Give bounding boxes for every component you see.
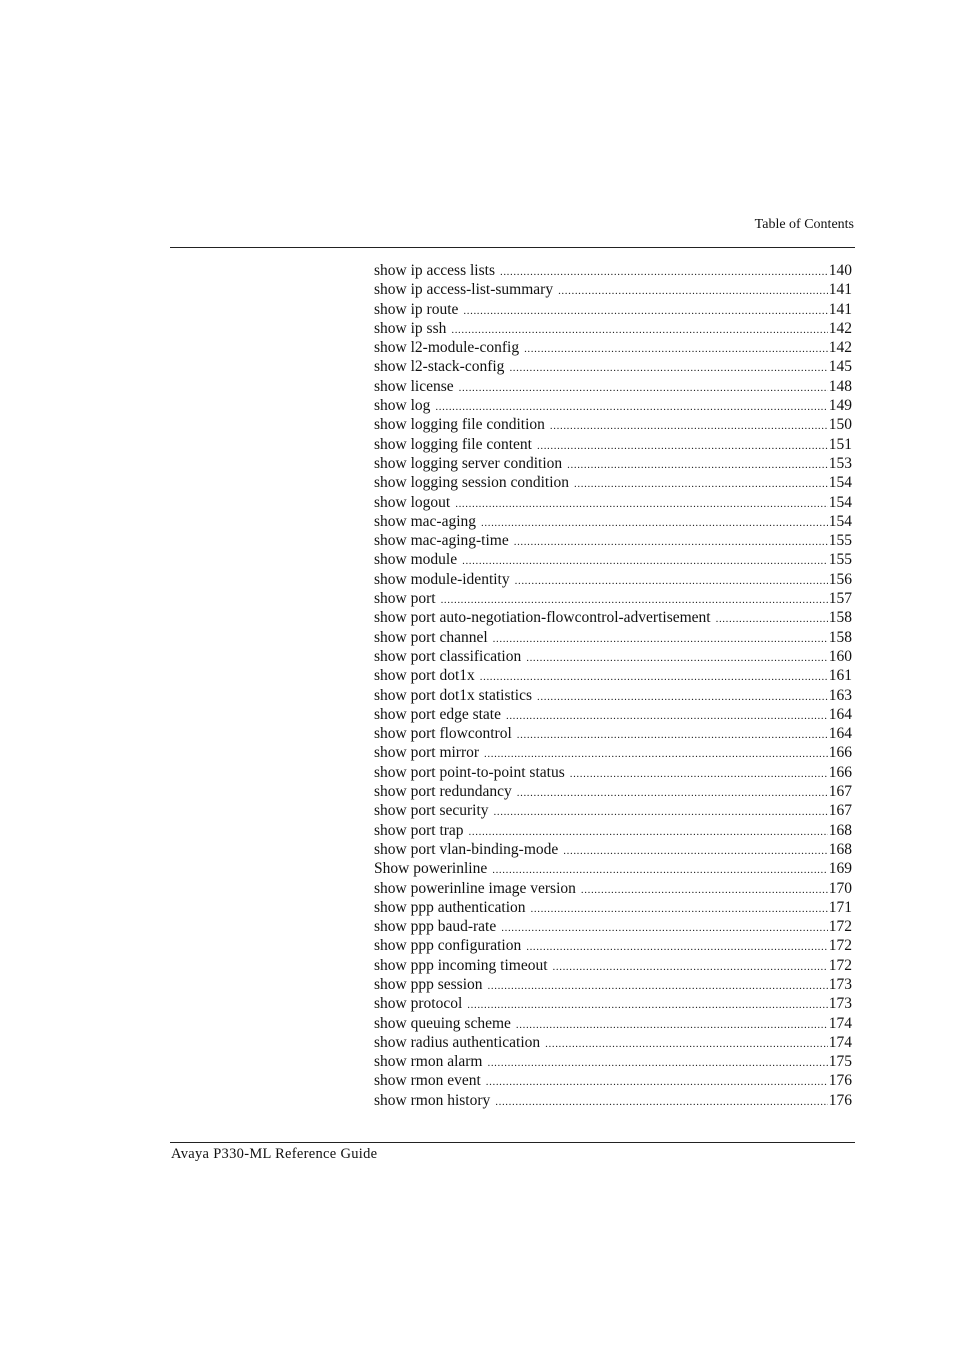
toc-entry[interactable] [374,454,852,473]
toc-dot-leader [486,1073,828,1092]
toc-entry-page-number: 176 [828,1072,852,1090]
toc-dot-leader [509,359,827,378]
toc-entry[interactable] [374,936,852,955]
toc-entry[interactable] [374,821,852,840]
toc-entry-page-number: 148 [828,377,852,395]
toc-entry-page-number: 174 [828,1014,852,1032]
toc-entry[interactable] [374,589,852,608]
toc-entry-page-number: 175 [828,1053,852,1071]
toc-entry[interactable] [374,473,852,492]
toc-entry-page-number: 142 [828,319,852,337]
toc-entry[interactable] [374,1071,852,1090]
toc-entry-label: show l2-module-config [374,339,520,357]
toc-entry[interactable] [374,743,852,762]
toc-entry-page-number: 163 [828,686,852,704]
toc-dot-leader [493,630,828,649]
toc-entry-label: show rmon event [374,1072,481,1090]
toc-entry[interactable] [374,801,852,820]
toc-entry-label: show port trap [374,821,464,839]
toc-dot-leader [581,881,828,900]
toc-entry-label: show logging file content [374,435,532,453]
toc-entry-page-number: 151 [828,435,852,453]
toc-entry-label: show queuing scheme [374,1014,511,1032]
toc-entry-label: show port vlan-binding-mode [374,840,559,858]
toc-entry[interactable] [374,493,852,512]
toc-dot-leader [481,514,828,533]
toc-dot-leader [526,649,828,668]
toc-entry-label: show port [374,590,436,608]
toc-entry-page-number: 164 [828,705,852,723]
toc-entry-page-number: 164 [828,725,852,743]
toc-entry-page-number: 167 [828,783,852,801]
toc-entry-page-number: 172 [828,956,852,974]
toc-entry-label: show ip route [374,300,459,318]
toc-entry-label: show rmon history [374,1091,491,1109]
toc-entry[interactable] [374,628,852,647]
toc-entry[interactable] [374,1014,852,1033]
toc-entry[interactable] [374,357,852,376]
toc-entry-page-number: 168 [828,840,852,858]
toc-entry[interactable] [374,261,852,280]
toc-entry-page-number: 154 [828,493,852,511]
toc-entry[interactable] [374,531,852,550]
toc-entry-page-number: 172 [828,918,852,936]
toc-entry-page-number: 154 [828,512,852,530]
toc-entry[interactable] [374,917,852,936]
toc-dot-leader [495,1093,828,1112]
toc-entry-page-number: 154 [828,474,852,492]
toc-entry-label: show port point-to-point status [374,763,565,781]
toc-entry-label: show port classification [374,647,522,665]
toc-entry[interactable] [374,840,852,859]
toc-entry[interactable] [374,1052,852,1071]
toc-entry-label: show port redundancy [374,783,512,801]
toc-entry[interactable] [374,1033,852,1052]
toc-entry[interactable] [374,300,852,319]
toc-dot-leader [570,765,828,784]
toc-entry[interactable] [374,666,852,685]
toc-entry[interactable] [374,686,852,705]
toc-entry-label: show ip ssh [374,319,447,337]
toc-dot-leader [574,475,828,494]
toc-entry-page-number: 173 [828,995,852,1013]
toc-dot-leader [516,1016,828,1035]
toc-entry-page-number: 171 [828,898,852,916]
toc-entry-label: show logging session condition [374,474,570,492]
toc-entry[interactable] [374,608,852,627]
toc-entry[interactable] [374,550,852,569]
toc-entry-page-number: 157 [828,590,852,608]
toc-dot-leader [488,977,828,996]
toc-entry-page-number: 173 [828,975,852,993]
toc-entry[interactable] [374,377,852,396]
toc-entry[interactable] [374,879,852,898]
toc-dot-leader [455,495,828,514]
toc-entry-page-number: 166 [828,744,852,762]
running-footer-title: Avaya P330-ML Reference Guide [171,1146,378,1162]
toc-entry-label: show port dot1x [374,667,475,685]
toc-entry-label: show port dot1x statistics [374,686,533,704]
toc-dot-leader [550,417,828,436]
toc-dot-leader [563,842,827,861]
toc-entry-label: show logging file condition [374,416,545,434]
toc-dot-leader [514,533,828,552]
toc-entry[interactable] [374,647,852,666]
toc-entry-label: show port channel [374,628,488,646]
toc-dot-leader [558,282,828,301]
toc-entry[interactable] [374,570,852,589]
toc-entry-label: show rmon alarm [374,1053,483,1071]
footer-rule [170,1142,855,1143]
toc-dot-leader [531,900,828,919]
toc-entry-page-number: 169 [828,860,852,878]
toc-dot-leader [524,340,828,359]
toc-dot-leader [545,1035,828,1054]
toc-entry-label: show port auto-negotiation-flowcontrol-advertisement [374,609,711,627]
toc-dot-leader [716,610,828,629]
toc-entry[interactable] [374,975,852,994]
toc-entry-label: show module-identity [374,570,510,588]
toc-entry[interactable] [374,705,852,724]
toc-entry-page-number: 141 [828,281,852,299]
toc-entry[interactable] [374,415,852,434]
toc-entry-label: show powerinline image version [374,879,576,897]
toc-entry[interactable] [374,724,852,743]
toc-entry[interactable] [374,898,852,917]
toc-dot-leader [526,938,828,957]
toc-entry-page-number: 155 [828,532,852,550]
toc-entry-page-number: 155 [828,551,852,569]
toc-entry[interactable] [374,319,852,338]
toc-entry-page-number: 168 [828,821,852,839]
toc-dot-leader [459,379,828,398]
toc-entry[interactable] [374,956,852,975]
toc-entry[interactable] [374,859,852,878]
toc-entry-page-number: 150 [828,416,852,434]
toc-entry-page-number: 161 [828,667,852,685]
toc-entry[interactable] [374,280,852,299]
toc-entry-page-number: 142 [828,339,852,357]
toc-entry-page-number: 153 [828,454,852,472]
toc-entry-label: show module [374,551,458,569]
toc-entry-page-number: 158 [828,628,852,646]
toc-dot-leader [515,572,828,591]
toc-entry[interactable] [374,512,852,531]
table-of-contents [374,261,852,1110]
toc-dot-leader [463,302,827,321]
toc-dot-leader [467,996,827,1015]
toc-entry-label: show port security [374,802,489,820]
toc-entry-label: show ip access lists [374,262,495,279]
toc-entry-page-number: 174 [828,1033,852,1051]
toc-entry-label: show ppp authentication [374,898,526,916]
toc-entry-label: show ppp incoming timeout [374,956,548,974]
toc-entry[interactable] [374,994,852,1013]
toc-dot-leader [487,1054,827,1073]
toc-entry-page-number: 170 [828,879,852,897]
header-rule [170,247,855,248]
toc-entry-label: show mac-aging-time [374,532,509,550]
toc-entry-label: show ip access-list-summary [374,281,554,299]
toc-entry-label: show port flowcontrol [374,725,512,743]
toc-entry-page-number: 140 [828,262,852,279]
toc-entry-label: show protocol [374,995,463,1013]
toc-entry-page-number: 149 [828,397,852,415]
toc-dot-leader [462,552,828,571]
toc-entry-page-number: 145 [828,358,852,376]
toc-entry-label: show ppp baud-rate [374,918,497,936]
toc-entry-label: Show powerinline [374,860,488,878]
toc-entry-label: show ppp configuration [374,937,522,955]
toc-dot-leader [517,726,828,745]
toc-entry-page-number: 172 [828,937,852,955]
toc-entry-label: show log [374,397,431,415]
toc-entry-page-number: 167 [828,802,852,820]
toc-entry-page-number: 166 [828,763,852,781]
toc-entry-page-number: 141 [828,300,852,318]
toc-dot-leader [517,784,828,803]
toc-dot-leader [567,456,828,475]
toc-entry-label: show logging server condition [374,454,563,472]
toc-dot-leader [501,919,828,938]
toc-entry[interactable] [374,763,852,782]
toc-entry[interactable] [374,396,852,415]
toc-entry-label: show port mirror [374,744,480,762]
toc-entry-label: show logout [374,493,451,511]
toc-entry-page-number: 158 [828,609,852,627]
toc-entry-label: show l2-stack-config [374,358,505,376]
toc-dot-leader [506,707,828,726]
toc-dot-leader [494,803,828,822]
toc-dot-leader [537,688,828,707]
toc-entry-page-number: 160 [828,647,852,665]
toc-entry-label: show port edge state [374,705,501,723]
toc-entry-page-number: 176 [828,1091,852,1109]
running-header-title: Table of Contents [754,217,854,232]
toc-entry-label: show license [374,377,454,395]
toc-entry-label: show ppp session [374,975,483,993]
toc-entry-page-number: 156 [828,570,852,588]
toc-entry[interactable] [374,1091,852,1110]
toc-dot-leader [537,437,828,456]
toc-entry[interactable] [374,435,852,454]
toc-entry[interactable] [374,338,852,357]
toc-entry[interactable] [374,782,852,801]
toc-entry-label: show radius authentication [374,1033,541,1051]
toc-entry-label: show mac-aging [374,512,477,530]
toc-dot-leader [553,958,828,977]
